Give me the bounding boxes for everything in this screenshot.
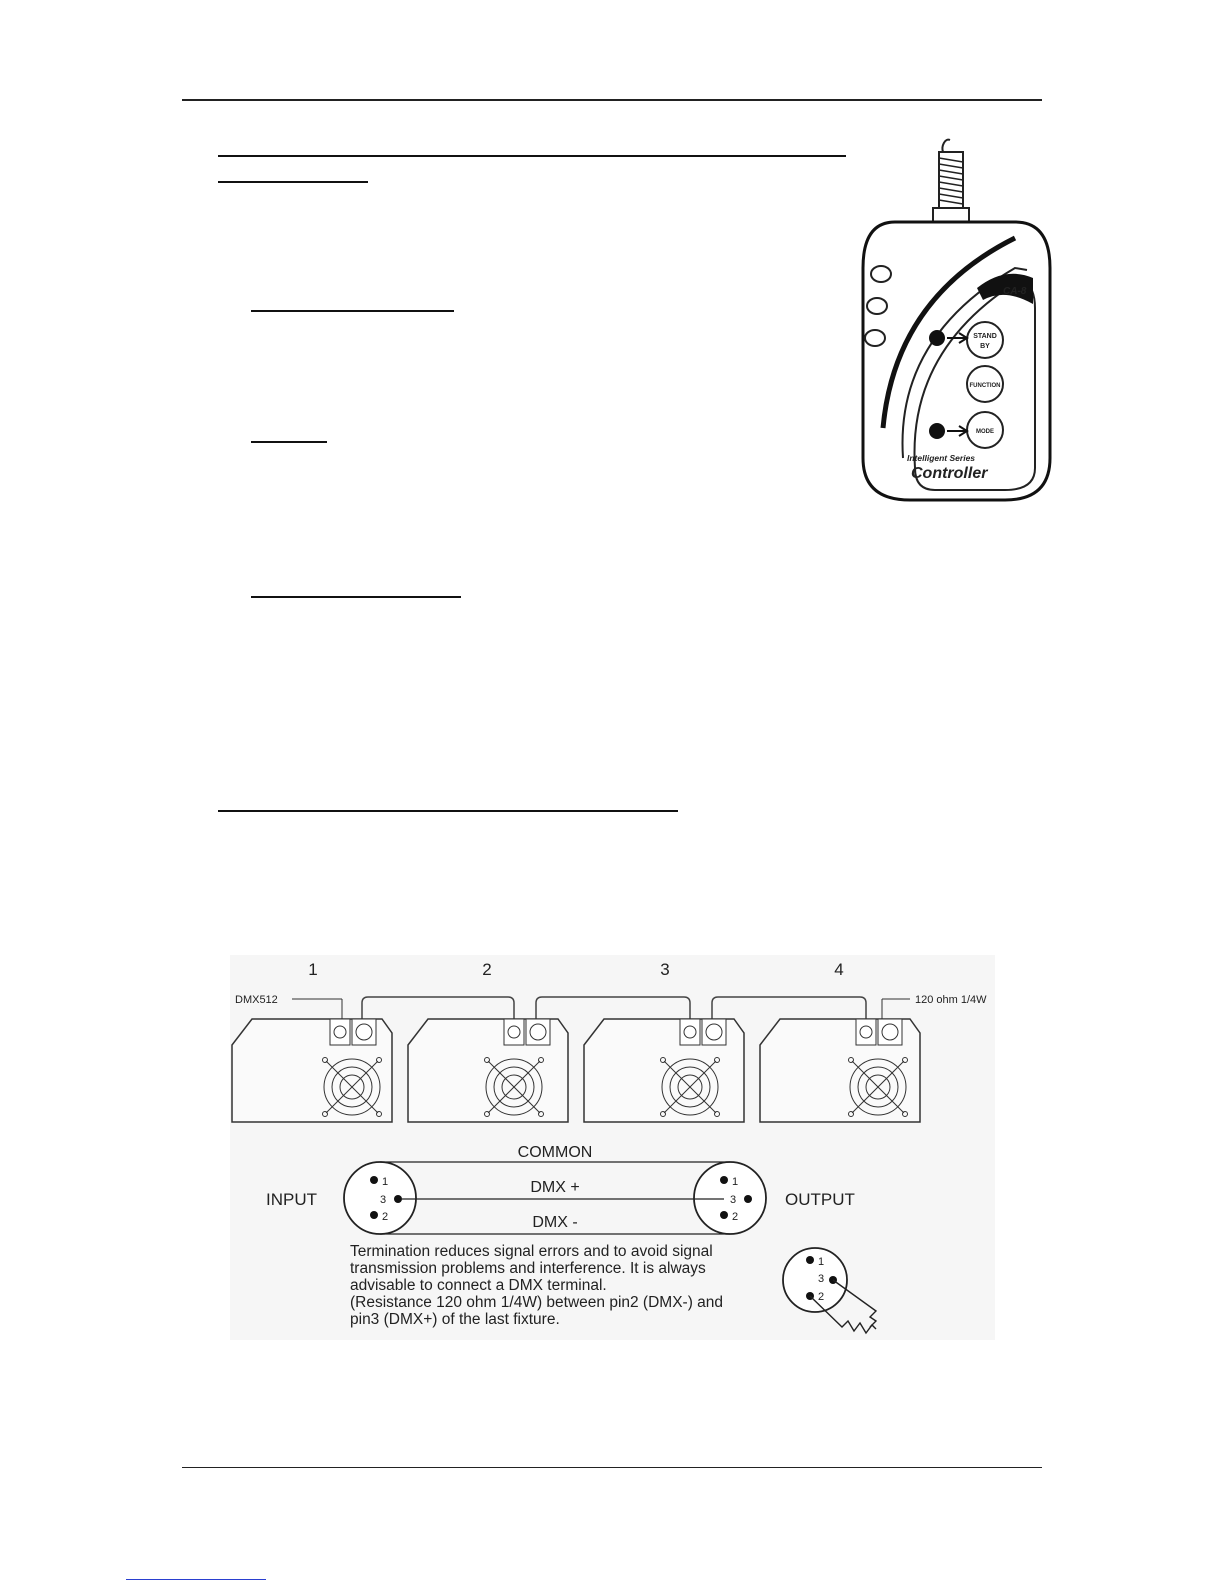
controller-brand-label: Controller <box>911 465 988 482</box>
fixture-4 <box>760 1019 920 1122</box>
mode-led <box>929 423 945 439</box>
dmx512-input-label: DMX512 <box>235 994 278 1006</box>
svg-text:1: 1 <box>818 1256 825 1268</box>
standby-button-label-2: BY <box>980 343 990 350</box>
terminator-label: 120 ohm 1/4W <box>915 994 987 1006</box>
controller-series-label: Intelligent Series <box>907 453 976 463</box>
termination-note-line-1: Termination reduces signal errors and to avoid signal <box>350 1243 713 1260</box>
wire-common-label: COMMON <box>517 1144 593 1161</box>
section-heading-underline-1b <box>218 181 368 183</box>
termination-note-line-3: advisable to connect a DMX terminal. <box>350 1277 607 1294</box>
footer-rule <box>182 1467 1042 1468</box>
svg-text:2: 2 <box>818 1291 825 1303</box>
svg-text:3: 3 <box>380 1194 387 1206</box>
subheading-underline-2 <box>251 441 327 443</box>
mode-button-label: MODE <box>976 429 994 435</box>
controller-model-label: CA-8 <box>1003 286 1027 297</box>
section-heading-underline-2 <box>218 810 678 812</box>
output-connector <box>694 1162 766 1234</box>
termination-note-line-5: pin3 (DMX+) of the last fixture. <box>350 1311 560 1328</box>
section-heading-underline-1a <box>218 155 846 157</box>
footer-link-underline[interactable] <box>126 1579 266 1580</box>
fixture-1 <box>232 1019 392 1122</box>
standby-button-label: STAND <box>973 333 997 340</box>
termination-note-line-4: (Resistance 120 ohm 1/4W) between pin2 (DMX-) and <box>350 1294 724 1311</box>
standby-button <box>967 322 1003 358</box>
wire-dmx-plus-label: DMX + <box>530 1179 580 1196</box>
header-rule <box>182 99 1042 101</box>
fixture-number-3: 3 <box>660 960 670 979</box>
svg-text:3: 3 <box>818 1273 825 1285</box>
svg-text:1: 1 <box>382 1176 389 1188</box>
function-button-label: FUNCTION <box>969 383 1001 389</box>
svg-text:3: 3 <box>730 1194 737 1206</box>
subheading-underline-3 <box>251 596 461 598</box>
termination-note-line-2: transmission problems and interference. It is always <box>350 1260 706 1277</box>
controller-illustration <box>855 138 1055 503</box>
fixture-3 <box>584 1019 744 1122</box>
svg-text:1: 1 <box>732 1176 739 1188</box>
svg-text:2: 2 <box>382 1211 389 1223</box>
fixture-number-1: 1 <box>308 960 318 979</box>
wire-dmx-minus-label: DMX - <box>532 1214 578 1231</box>
fixture-number-4: 4 <box>834 960 844 979</box>
standby-led <box>929 330 945 346</box>
subheading-underline-1 <box>251 310 454 312</box>
input-connector <box>344 1162 416 1234</box>
fixture-2 <box>408 1019 568 1122</box>
svg-text:2: 2 <box>732 1211 739 1223</box>
dmx-connection-diagram <box>230 955 995 1340</box>
output-label: OUTPUT <box>785 1190 855 1209</box>
input-label: INPUT <box>266 1190 317 1209</box>
fixture-number-2: 2 <box>482 960 492 979</box>
